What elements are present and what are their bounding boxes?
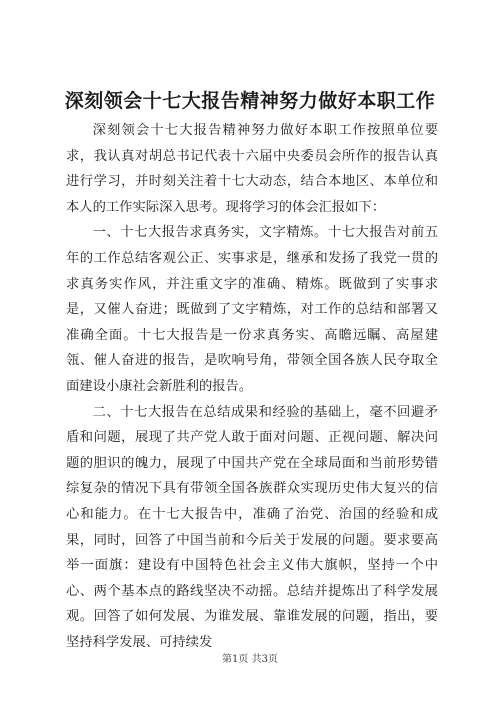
paragraph-intro: 深刻领会十七大报告精神努力做好本职工作按照单位要求，我认真对胡总书记代表十六届中央委员会所作的报告认真进行学习，并时刻关注着十七大动态，结合本地区、本单位和本人的工作实际深入思考。现将学习的体会汇报如下： bbox=[66, 123, 438, 215]
paragraph-section-two: 二、十七大报告在总结成果和经验的基础上，毫不回避矛盾和问题，展现了共产党人敢于面对问题、正视问题、解决问题的胆识的魄力，展现了中国共产党在全球局面和当前形势错综复杂的情况下具有带领全国各族群众实现历史伟大复兴的信心和能力。在十七大报告中，准确了治党、治国的经验和成果，同时，回答了中国当前和今后关于发展的问题。要求要高举一面旗：建设有中国特色社会主义伟大旗帜，坚持一个中心、两个基本点的路线坚决不动摇。总结并提炼出了科学发展观。回答了如何发展、为谁发展、靠谁发展的问题，指出，要坚持科学发展、可持续发 bbox=[66, 404, 438, 650]
document-title: 深刻领会十七大报告精神努力做好本职工作 bbox=[64, 90, 436, 112]
document-body bbox=[66, 118, 438, 655]
paragraph-section-one: 一、十七大报告求真务实，文字精炼。十七大报告对前五年的工作总结客观公正、实事求是，继承和发扬了我党一贯的求真务实作风，并注重文字的准确、精炼。既做到了实事求是，又催人奋进；既做到了文字精炼，对工作的总结和部署又准确全面。十七大报告是一份求真务实、高瞻远瞩、高屋建瓴、催人奋进的报告，是吹响号角，带领全国各族人民夺取全面建设小康社会新胜利的报告。 bbox=[66, 225, 438, 394]
page-number-footer: 第1页 共3页 bbox=[222, 654, 278, 665]
